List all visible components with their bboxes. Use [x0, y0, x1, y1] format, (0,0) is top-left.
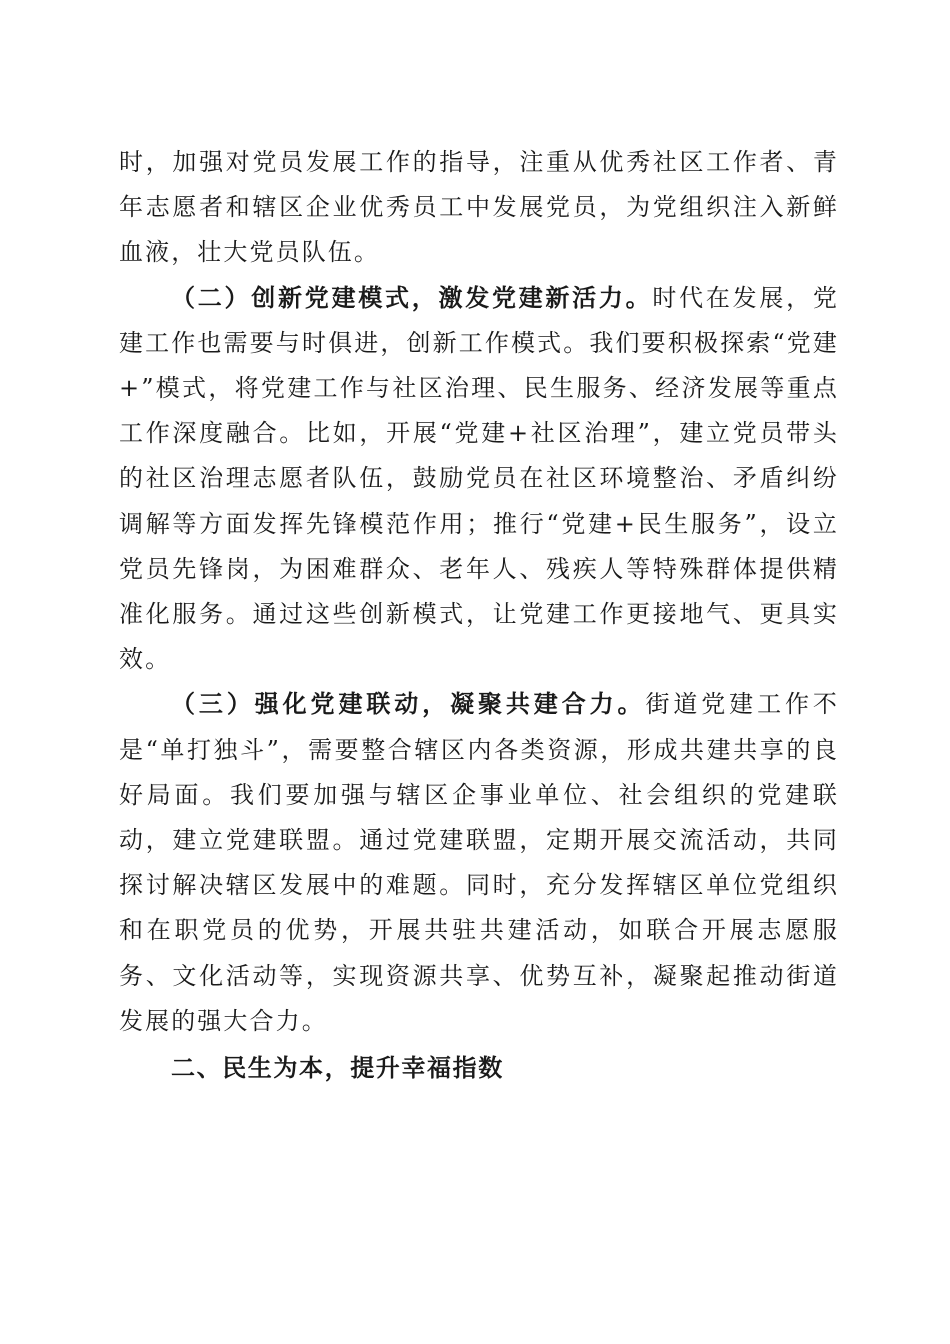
section-3-title: （三）强化党建联动，凝聚共建合力。	[171, 690, 646, 719]
paragraph-continuation: 时，加强对党员发展工作的指导，注重从优秀社区工作者、青年志愿者和辖区企业优秀员工中发展党员，为党组织注入新鲜血液，壮大党员队伍。	[119, 148, 839, 267]
chapter-heading: 二、民生为本，提升幸福指数	[171, 1054, 504, 1083]
paragraph-section-2	[119, 276, 839, 683]
section-2-title: （二）创新党建模式，激发党建新活力。	[171, 283, 653, 312]
section-2-body: 时代在发展，党建工作也需要与时俱进，创新工作模式。我们要积极探索“党建+”模式，将党建工作与社区治理、民生服务、经济发展等重点工作深度融合。比如，开展“党建+社区治理”，建立党员带头的社区治理志愿者队伍，鼓励党员在社区环境整治、矛盾纠纷调解等方面发挥先锋模范作用；推行“党建+民生服务”，设立党员先锋岗，为困难群众、老年人、残疾人等特殊群体提供精准化服务。通过这些创新模式，让党建工作更接地气、更具实效。	[119, 283, 839, 674]
section-3-body: 街道党建工作不是“单打独斗”，需要整合辖区内各类资源，形成共建共享的良好局面。我们要加强与辖区企事业单位、社会组织的党建联动，建立党建联盟。通过党建联盟，定期开展交流活动，共同探讨解决辖区发展中的难题。同时，充分发挥辖区单位党组织和在职党员的优势，开展共驻共建活动，如联合开展志愿服务、文化活动等，实现资源共享、优势互补，凝聚起推动街道发展的强大合力。	[119, 690, 840, 1035]
paragraph-section-3	[119, 682, 839, 1044]
document-body	[119, 140, 839, 1091]
